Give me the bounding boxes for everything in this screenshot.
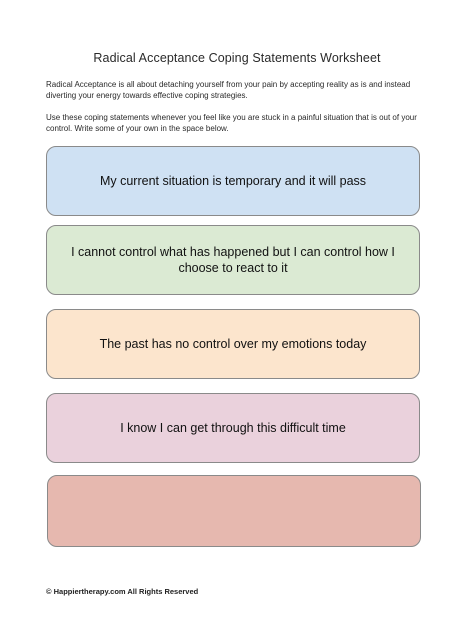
statement-card-1 — [46, 146, 420, 216]
statement-text: The past has no control over my emotions today — [99, 337, 367, 351]
statement-text: I cannot control what has happened but I can control how I choose to react to it — [71, 245, 395, 275]
blank-statement-card — [47, 475, 421, 547]
statement-card-3 — [46, 309, 420, 379]
statement-text: I know I can get through this difficult time — [120, 421, 346, 435]
instructions-paragraph: Use these coping statements whenever you feel like you are stuck in a painful situation that is out of your control. Write some of your own in the space below. — [46, 113, 417, 133]
worksheet-title: Radical Acceptance Coping Statements Worksheet — [93, 51, 381, 65]
intro-paragraph: Radical Acceptance is all about detaching yourself from your pain by accepting reality as is and instead diverting your energy towards effective coping strategies. — [46, 80, 411, 100]
copyright-footer: © Happiertherapy.com All Rights Reserved — [46, 587, 199, 596]
statement-card-2 — [46, 225, 420, 295]
statement-card-4 — [46, 393, 420, 463]
statement-text: My current situation is temporary and it will pass — [99, 174, 367, 188]
